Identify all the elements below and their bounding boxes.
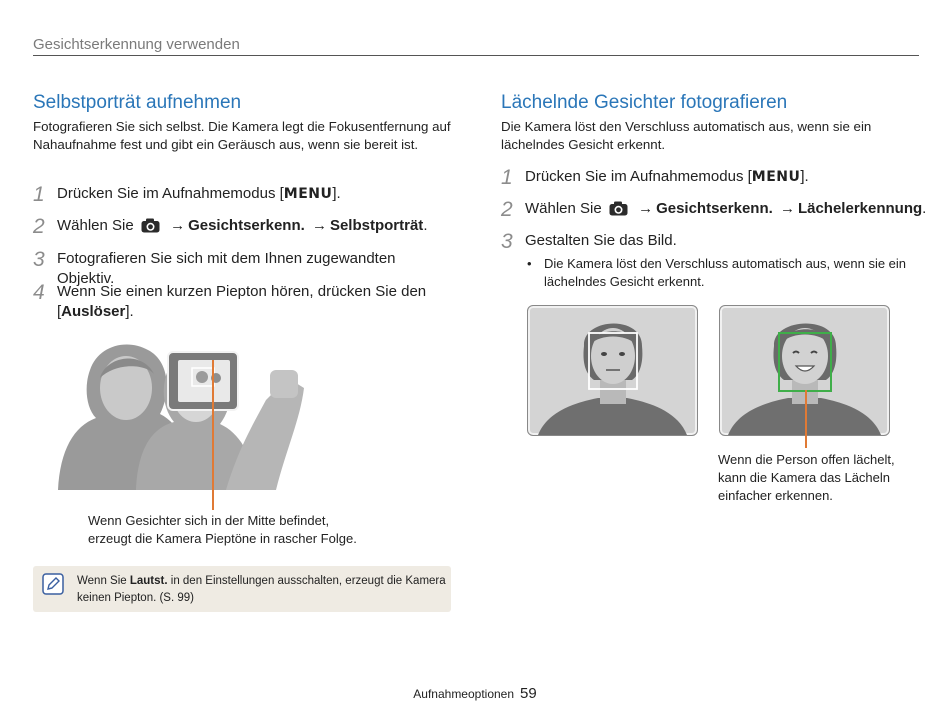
left-caption xyxy=(88,512,408,548)
caption-line: Wenn Gesichter sich in der Mitte befindet, xyxy=(88,513,330,528)
step-number: 1 xyxy=(501,166,513,189)
right-step-2 xyxy=(501,199,931,221)
step-text-end: . xyxy=(423,217,428,234)
step-text: Wenn Sie einen kurzen Piepton hören, drücken Sie den xyxy=(57,283,427,300)
right-step-3 xyxy=(501,231,921,253)
caption-line: einfacher erkennen. xyxy=(718,488,833,503)
left-step-4 xyxy=(33,282,453,322)
page-number: 59 xyxy=(520,685,537,702)
leader-line-right xyxy=(805,390,807,448)
step-number: 2 xyxy=(33,215,45,238)
neutral-face-illustration xyxy=(528,306,697,435)
step-text: Wählen Sie xyxy=(57,217,134,234)
left-step-2 xyxy=(33,216,453,238)
camera-icon xyxy=(609,201,628,216)
arrow: → xyxy=(311,217,327,234)
left-intro: Fotografieren Sie sich selbst. Die Kamera legt die Fokusentfernung auf Nahaufnahme fest und gibt ein Geräusch aus, wenn sie bereit ist. xyxy=(33,119,451,152)
bullet-text: Die Kamera löst den Verschluss automatisch aus, wenn sie ein lächelndes Gesicht erkennt. xyxy=(544,256,907,289)
step-number: 1 xyxy=(33,183,45,206)
shutter-key-label: Auslöser xyxy=(61,303,126,320)
step-text: Drücken Sie im Aufnahmemodus [ xyxy=(525,168,752,185)
step-text: Drücken Sie im Aufnahmemodus [ xyxy=(57,185,284,202)
option-smile-detection: Lächelerkennung xyxy=(797,200,923,217)
camera-icon xyxy=(141,218,160,233)
caption-line: erzeugt die Kamera Pieptöne in rascher Folge. xyxy=(88,531,357,546)
right-intro: Die Kamera löst den Verschluss automatisch aus, wenn sie ein lächelndes Gesicht erkennt. xyxy=(501,119,872,152)
right-step-1 xyxy=(501,167,921,189)
left-step-1 xyxy=(33,184,453,206)
step-text-end: ]. xyxy=(800,168,809,185)
menu-button-label: MENU xyxy=(283,186,333,202)
left-title: Selbstporträt aufnehmen xyxy=(33,92,242,113)
note-pencil-icon xyxy=(42,573,64,595)
right-caption xyxy=(718,451,918,505)
step-number: 3 xyxy=(33,248,45,271)
note-text-post: in den Einstellungen ausschalten, erzeugt die Kamera keinen Piepton. (S. 99) xyxy=(77,575,446,604)
arrow: → xyxy=(779,200,795,217)
note-setting-name: Lautst. xyxy=(129,575,168,587)
option-face-detection: Gesichtserkenn. xyxy=(656,200,773,217)
step-text-end: . xyxy=(922,200,927,217)
page-footer xyxy=(0,685,950,702)
step-text: Fotografieren Sie sich mit dem Ihnen zugewandten Objektiv. xyxy=(57,250,396,287)
menu-button-label: MENU xyxy=(751,169,801,185)
footer-label: Aufnahmeoptionen xyxy=(413,687,515,701)
step-text-end: ]. xyxy=(332,185,341,202)
leader-line-left xyxy=(212,360,214,510)
bullet-dot: • xyxy=(527,256,532,271)
face-photo-neutral xyxy=(527,305,698,436)
step-number: 2 xyxy=(501,198,513,221)
self-portrait-illustration xyxy=(56,330,312,496)
right-title: Lächelnde Gesichter fotografieren xyxy=(501,92,788,113)
note-text-pre: Wenn Sie xyxy=(77,575,130,587)
arrow: → xyxy=(638,200,654,217)
option-self-portrait: Selbstporträt xyxy=(329,217,424,234)
note-text xyxy=(77,573,447,606)
header-divider xyxy=(33,55,919,56)
bracket-open: [ xyxy=(57,303,62,320)
caption-line: kann die Kamera das Lächeln xyxy=(718,470,891,485)
step-text: Gestalten Sie das Bild. xyxy=(525,232,677,249)
caption-line: Wenn die Person offen lächelt, xyxy=(718,452,895,467)
bracket-close: ]. xyxy=(125,303,134,320)
step-number: 3 xyxy=(501,230,513,253)
right-bullet xyxy=(527,255,907,291)
step-number: 4 xyxy=(33,281,45,304)
option-face-detection: Gesichtserkenn. xyxy=(188,217,305,234)
section-header: Gesichtserkennung verwenden xyxy=(33,36,240,53)
arrow: → xyxy=(170,217,186,234)
step-text: Wählen Sie xyxy=(525,200,602,217)
